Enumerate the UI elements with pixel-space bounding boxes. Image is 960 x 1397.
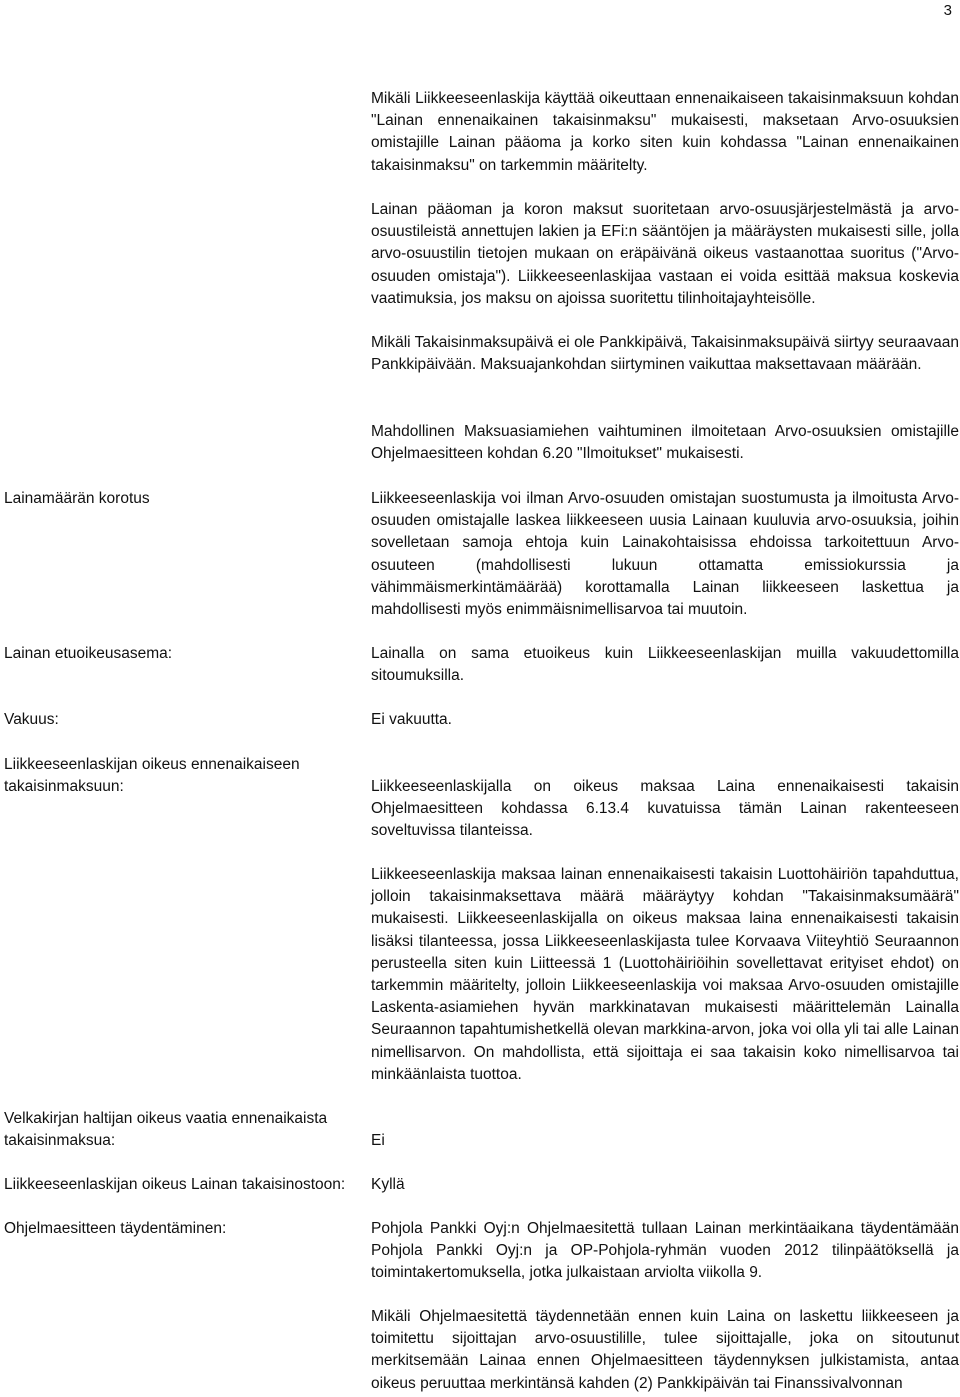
page-number: 3 xyxy=(943,2,952,19)
term-text-loan-increase: Liikkeeseenlaskija voi ilman Arvo-osuuden omistajan suostumusta ja ilmoitusta Arvo-osuuden omistajalle laskea liikkeeseen uusia Lainaan kuuluvia arvo-osuuksia, joihin sovelletaan samoja ehtoja kuin Lainakohtaisissa ehdoissa tarkoitettuun Arvo-osuuteen (mahdollisesti lukuun ottamatta emissiokurssia ja vähimmäismerkintämäärää) korottamalla Lainan liikkeeseen laskettua ja mahdollisesti myös enimmäisnimellisarvoa tai muutoin. xyxy=(371,490,959,619)
intro-paragraph-early-repayment: Mikäli Liikkeeseenlaskija käyttää oikeuttaan ennenaikaiseen takaisinmaksuun kohdan "Lainan ennenaikainen takaisinmaksu" mukaisesti, maksetaan Arvo-osuuksien omistajille Lainan pääoma ja korko siten kuin kohdassa "Lainan ennenaikainen takaisinmaksu" on tarkemmin määritelty. xyxy=(371,90,959,174)
term-text-prospectus-supplement-2: Mikäli Ohjelmaesitettä täydennetään ennen kuin Laina on laskettu liikkeeseen ja toimitettu sijoittajan arvo-osuustilille, tulee sijoittajalle, joka on sitoutunut merkitsemään Lainaa ennen Ohjelmaesitteen täydennyksen julkistamista, antaa oikeus peruuttaa merkintänsä kahden (2) Pankkipäivän tai Finanssivalvonnan xyxy=(371,1308,959,1392)
term-text-prospectus-supplement-1: Pohjola Pankki Oyj:n Ohjelmaesitettä tullaan Lainan merkintäaikana täydentämään Pohjola Pankki Oyj:n ja OP-Pohjola-ryhmän vuoden 2012 tilinpäätöksellä ja toimintakertomuksella, jotka julkaistaan arviolta viikolla 9. xyxy=(371,1220,959,1282)
term-label-seniority: Lainan etuoikeusasema: xyxy=(4,645,173,662)
term-label-issuer-early-repayment: Liikkeeseenlaskijan oikeus ennenaikaiseen takaisinmaksuun: xyxy=(4,756,300,796)
term-label-collateral: Vakuus: xyxy=(4,711,59,728)
intro-paragraph-payments: Lainan pääoman ja koron maksut suoritetaan arvo-osuusjärjestelmästä ja arvo-osuustileistä annettujen lakien ja EFi:n sääntöjen ja määräysten mukaisesti sille, jolla arvo-osuustilin tietojen mukaan on eräpäivänä oikeus vastaanottaa suoritus ("Arvo-osuuden omistaja"). Liikkeeseenlaskijaa vastaan ei voida esittää maksua koskevia vaatimuksia, jos maksu on ajoissa suoritettu tilinhoitajayhteisölle. xyxy=(371,201,959,307)
term-label-loan-increase: Lainamäärän korotus xyxy=(4,490,150,507)
term-text-issuer-early-repayment-2: Liikkeeseenlaskija maksaa lainan ennenaikaisesti takaisin Luottohäiriön tapahduttua, jolloin takaisinmaksettava määrä määräytyy kohdan "Takaisinmaksumäärä" mukaisesti. Liikkeeseenlaskijalla on oikeus maksaa laina ennenaikaisesti takaisin lisäksi tilanteessa, jossa Liikkeeseenlaskijasta tulee Korvaava Viiteyhtiö Seuraannon perusteella siten kuin Liitteessä 1 (Luottohäiriöihin sovellettavat erityiset ehdot) on tarkemmin määritelty, jolloin Liikkeeseenlaskija voi maksaa Arvo-osuuden omistajille Laskenta-asiamiehen hyvän markkinatavan mukaisesti määrittelemän Lainalla Seuraannon tapahtumishetkellä olevan markkina-arvon, joka voi olla yli tai alle Lainan nimellisarvon. On mahdollista, että sijoittaja ei saa takaisin koko nimellisarvoa tai minkäänlaista tuottoa. xyxy=(371,866,959,1083)
intro-paragraph-repayment-day: Mikäli Takaisinmaksupäivä ei ole Pankkipäivä, Takaisinmaksupäivä siirtyy seuraavaan Pankkipäivään. Maksuajankohdan siirtyminen vaikuttaa maksettavaan määrään. xyxy=(371,334,959,374)
term-text-seniority: Lainalla on sama etuoikeus kuin Liikkeeseenlaskijan muilla vakuudettomilla sitoumuksilla. xyxy=(371,645,959,685)
term-label-prospectus-supplement: Ohjelmaesitteen täydentäminen: xyxy=(4,1220,227,1237)
term-label-holder-early-repayment: Velkakirjan haltijan oikeus vaatia ennenaikaista takaisinmaksua: xyxy=(4,1110,328,1150)
intro-paragraph-paying-agent: Mahdollinen Maksuasiamiehen vaihtuminen ilmoitetaan Arvo-osuuksien omistajille Ohjelmaesitteen kohdan 6.20 "Ilmoitukset" mukaisesti. xyxy=(371,423,959,463)
term-text-buyback: Kyllä xyxy=(371,1176,405,1193)
term-text-holder-early-repayment: Ei xyxy=(371,1132,385,1149)
term-text-issuer-early-repayment-1: Liikkeeseenlaskijalla on oikeus maksaa Laina ennenaikaisesti takaisin Ohjelmaesitteen kohdassa 6.13.4 kuvatuissa tämän Lainan rakenteeseen soveltuvissa tilanteissa. xyxy=(371,778,959,840)
term-text-collateral: Ei vakuutta. xyxy=(371,711,452,728)
term-label-buyback: Liikkeeseenlaskijan oikeus Lainan takaisinostoon: xyxy=(4,1176,346,1193)
